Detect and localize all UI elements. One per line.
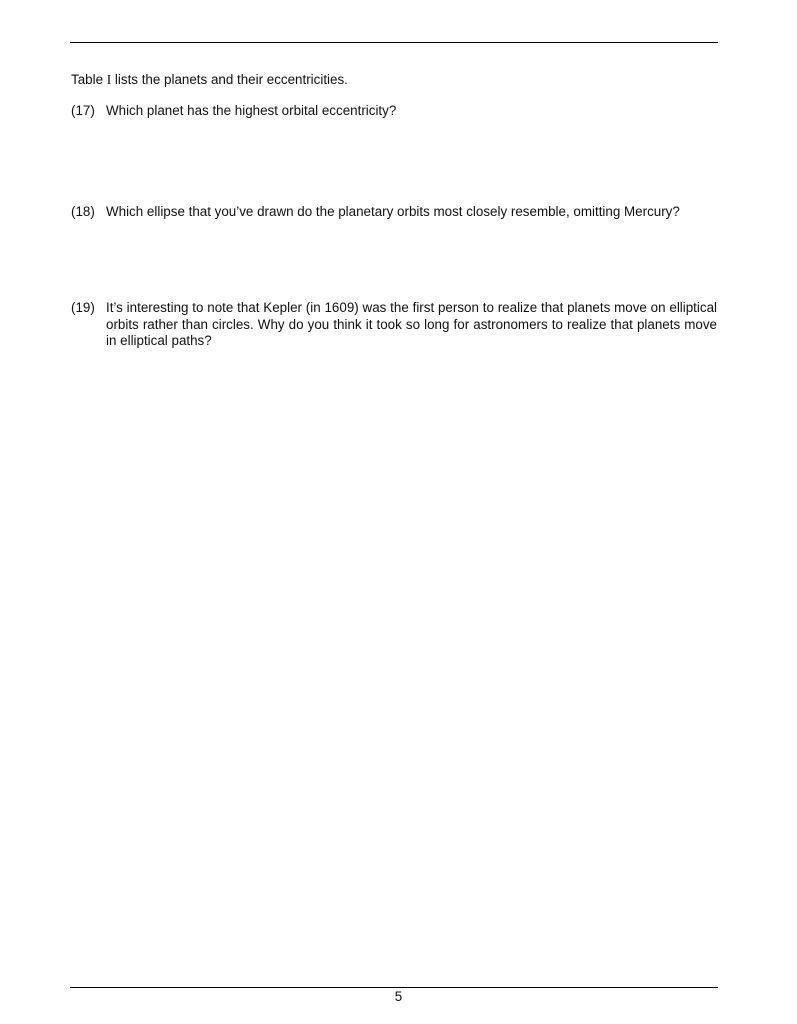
question-number: (18) [71, 204, 95, 219]
footer-rule [70, 987, 718, 988]
question-18 [71, 204, 717, 221]
question-text: Which planet has the highest orbital eccentricity? [106, 103, 397, 118]
question-19 [71, 300, 717, 350]
question-text: It’s interesting to note that Kepler (in 1609) was the first person to realize that planets move on elliptical orbits rather than circles. Why do you think it took so long for astronomers to realize that planets move in elliptical paths? [106, 300, 717, 348]
question-number: (17) [71, 103, 95, 118]
intro-prefix: Table [71, 72, 107, 87]
question-17 [71, 103, 717, 120]
header-rule [70, 42, 718, 43]
question-text: Which ellipse that you’ve drawn do the planetary orbits most closely resemble, omitting Mercury? [106, 204, 680, 219]
intro-suffix: lists the planets and their eccentricities. [111, 72, 348, 87]
intro-sentence [71, 72, 717, 89]
page-number: 5 [394, 989, 403, 1004]
table-reference: I [106, 72, 112, 87]
question-number: (19) [71, 300, 95, 315]
